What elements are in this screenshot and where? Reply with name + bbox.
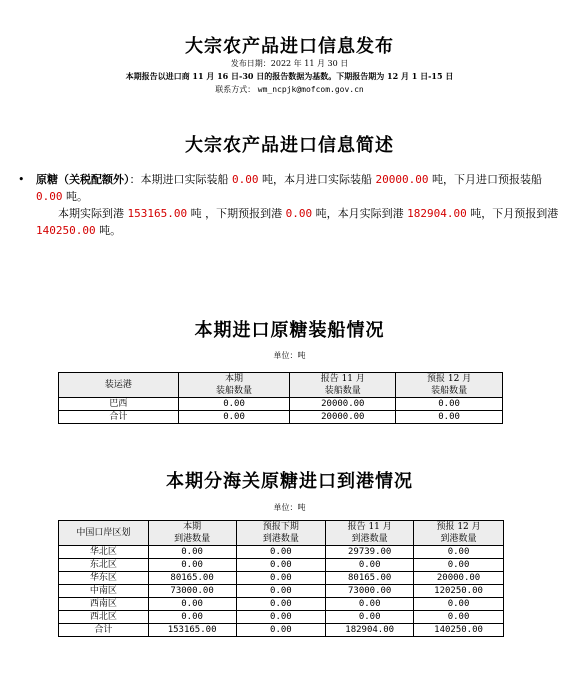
shipment-cell-value: 0.00 (178, 411, 290, 424)
table-row-total (59, 624, 504, 637)
report-title: 大宗农产品进口信息发布 (185, 36, 394, 57)
value-month-shipment: 20000.00 (375, 173, 429, 186)
contact-label: 联系方式： (215, 85, 256, 94)
table-row (59, 559, 504, 572)
arrival-cell-value: 80165.00 (148, 572, 236, 585)
table-row (59, 598, 504, 611)
arrival-cell-value: 0.00 (414, 546, 504, 559)
arrival-header-region: 中国口岸区划 (59, 521, 149, 546)
contact-email[interactable]: wm_ncpjk@mofcom.gov.cn (257, 85, 364, 94)
shipment-header-forecast-month: 预报 12 月 装船数量 (396, 373, 503, 398)
arrival-cell-value: 0.00 (236, 624, 326, 637)
summary-paragraph-shipment: 原糖（关税配额外）：本期进口实际装船 0.00 吨，本月进口实际装船 20000.00 吨，下月进口预报装船 0.00 吨。 (36, 173, 542, 203)
shipment-cell-port: 合计 (59, 411, 179, 424)
arrival-cell-value: 0.00 (236, 611, 326, 624)
arrival-title: 本期分海关原糖进口到港情况 (166, 471, 413, 492)
table-row (59, 398, 503, 411)
shipment-unit: 单位：吨 (273, 351, 306, 360)
arrival-cell-value: 0.00 (236, 546, 326, 559)
value-current-shipment: 0.00 (232, 173, 259, 186)
contact-line (0, 83, 579, 96)
arrival-cell-value: 0.00 (414, 611, 504, 624)
arrival-cell-value: 140250.00 (414, 624, 504, 637)
arrival-cell-region: 西北区 (59, 611, 149, 624)
arrival-cell-region: 中南区 (59, 585, 149, 598)
arrival-header-next-period: 预报下期 到港数量 (236, 521, 326, 546)
shipment-header-port: 装运港 (59, 373, 179, 398)
arrival-cell-value: 0.00 (414, 598, 504, 611)
table-row-total (59, 411, 503, 424)
table-row (59, 611, 504, 624)
arrival-cell-value: 29739.00 (326, 546, 414, 559)
shipment-header-row (59, 373, 503, 398)
arrival-cell-value: 73000.00 (148, 585, 236, 598)
arrival-cell-value: 120250.00 (414, 585, 504, 598)
arrival-cell-value: 0.00 (326, 559, 414, 572)
arrival-cell-region: 东北区 (59, 559, 149, 572)
summary-body (36, 171, 563, 239)
arrival-cell-value: 0.00 (414, 559, 504, 572)
arrival-cell-value: 182904.00 (326, 624, 414, 637)
shipment-cell-value: 0.00 (396, 398, 503, 411)
arrival-cell-region: 华东区 (59, 572, 149, 585)
shipment-header-current: 本期 装船数量 (178, 373, 290, 398)
shipment-cell-value: 0.00 (396, 411, 503, 424)
shipment-cell-value: 0.00 (178, 398, 290, 411)
shipment-cell-value: 20000.00 (290, 398, 396, 411)
shipment-header-report-month: 报告 11 月 装船数量 (290, 373, 396, 398)
arrival-unit: 单位：吨 (273, 503, 306, 512)
value-next-month-shipment: 0.00 (36, 190, 63, 203)
arrival-cell-value: 20000.00 (414, 572, 504, 585)
shipment-cell-port: 巴西 (59, 398, 179, 411)
arrival-cell-value: 0.00 (326, 611, 414, 624)
arrival-header-report-month: 报告 11 月 到港数量 (326, 521, 414, 546)
arrival-cell-value: 0.00 (148, 559, 236, 572)
shipment-cell-value: 20000.00 (290, 411, 396, 424)
summary-block (18, 171, 563, 239)
value-next-month-arrival: 140250.00 (36, 224, 96, 237)
table-row (59, 546, 504, 559)
arrival-header-current: 本期 到港数量 (148, 521, 236, 546)
arrival-cell-value: 0.00 (236, 559, 326, 572)
shipment-title: 本期进口原糖装船情况 (194, 320, 385, 341)
arrival-cell-value: 0.00 (148, 611, 236, 624)
arrival-cell-value: 0.00 (236, 585, 326, 598)
arrival-cell-value: 0.00 (326, 598, 414, 611)
arrival-cell-region: 华北区 (59, 546, 149, 559)
shipment-table (58, 372, 503, 424)
arrival-cell-region: 合计 (59, 624, 149, 637)
arrival-cell-region: 西南区 (59, 598, 149, 611)
table-row (59, 585, 504, 598)
bullet-icon: • (18, 173, 25, 186)
summary-paragraph-arrival: 本期实际到港 153165.00 吨 ，下期预报到港 0.00 吨，本月实际到港 182904.00 吨，下月预报到港 140250.00 吨。 (36, 207, 559, 237)
release-date: 发布日期：2022 年 11 月 30 日 (230, 59, 349, 68)
arrival-cell-value: 73000.00 (326, 585, 414, 598)
value-next-period-arrival: 0.00 (285, 207, 313, 220)
arrival-header-row (59, 521, 504, 546)
arrival-cell-value: 0.00 (236, 598, 326, 611)
arrival-cell-value: 153165.00 (148, 624, 236, 637)
arrival-cell-value: 0.00 (148, 546, 236, 559)
summary-title: 大宗农产品进口信息简述 (185, 135, 394, 156)
arrival-cell-value: 0.00 (236, 572, 326, 585)
arrival-cell-value: 0.00 (148, 598, 236, 611)
table-row (59, 572, 504, 585)
value-current-arrival: 153165.00 (127, 207, 188, 220)
arrival-cell-value: 80165.00 (326, 572, 414, 585)
arrival-table (58, 520, 504, 637)
report-period-note: 本期报告以进口商 11 月 16 日-30 日的报告数据为基数。下期报告期为 12 月 1 日-15 日 (125, 71, 454, 81)
product-name: 原糖（关税配额外） (36, 173, 130, 186)
value-month-arrival: 182904.00 (407, 207, 467, 220)
arrival-header-forecast-month: 预报 12 月 到港数量 (414, 521, 504, 546)
